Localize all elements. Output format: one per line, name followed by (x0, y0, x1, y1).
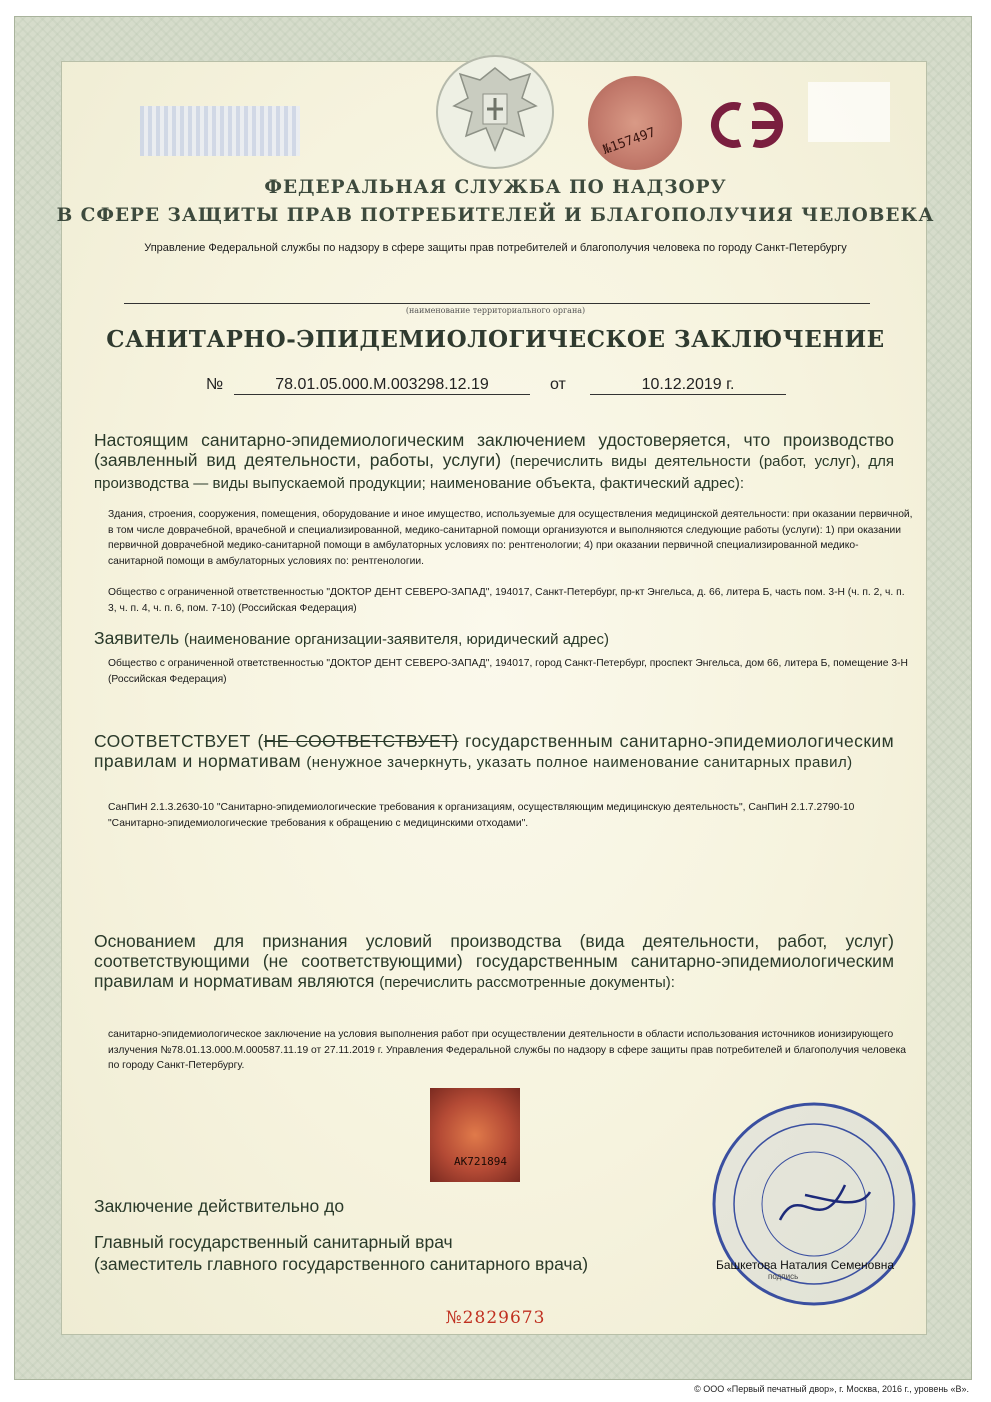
compliance-statement (94, 731, 894, 773)
applicant-heading (94, 628, 894, 650)
hologram-seal-bottom (430, 1088, 520, 1182)
chief-doctor-line2: (заместитель главного государственного санитарного врача) (94, 1254, 589, 1274)
compliance-rest: государственным санитарно-эпидемиологическим правилам и нормативам (94, 731, 894, 771)
ce-mark-icon (708, 100, 794, 150)
date-label: от (550, 376, 566, 393)
hologram-strip (140, 106, 300, 156)
certifies-lead-text: Настоящим санитарно-эпидемиологическим заключением удостоверяется, что производство (заявленный вид деятельности, работы, услуги) (94, 430, 894, 470)
applicant-value: Общество с ограниченной ответственностью "ДОКТОР ДЕНТ СЕВЕРО-ЗАПАД", 194017, город Санкт-Петербург, проспект Энгельса, дом 66, литера Б, помещение 3-Н (Российская Федерация) (108, 658, 908, 685)
hologram-number: №157497 (601, 125, 658, 158)
applicant-hint: (наименование организации-заявителя, юридический адрес) (184, 631, 609, 648)
rospotrebnadzor-emblem-icon (430, 50, 560, 170)
document-title: САНИТАРНО-ЭПИДЕМИОЛОГИЧЕСКОЕ ЗАКЛЮЧЕНИЕ (106, 326, 885, 353)
territorial-body: Управление Федеральной службы по надзору в сфере защиты прав потребителей и благополучия человека по городу Санкт-Петербургу (144, 242, 847, 254)
not-complies-struck: НЕ СООТВЕТСТВУЕТ) (263, 731, 459, 751)
agency-title-line1: ФЕДЕРАЛЬНАЯ СЛУЖБА ПО НАДЗОРУ (264, 177, 727, 198)
document-date: 10.12.2019 г. (590, 376, 786, 395)
certifies-lead (94, 430, 894, 494)
basis-heading (94, 931, 894, 993)
number-label: № (206, 376, 224, 393)
compliance-hint: (ненужное зачеркнуть, указать полное наименование санитарных правил) (306, 754, 853, 771)
signature-caption: подпись (768, 1272, 799, 1281)
certifies-body: Здания, строения, сооружения, помещения, оборудование и иное имущество, используемые для осуществления медицинской деятельности: при оказании первичной, в том числе доврачебной, врачебной и специализированной, медико-санитарной помощи организуются и выполняются следующие работы (услуги): 1) при оказании первичной доврачебной медико-санитарной помощи в амбулаторных условиях по: рентгенологии; 4) при оказании первичной специализированной медико-санитарной помощи в амбулаторных условиях по: рентгенологии. (108, 509, 913, 567)
object-address: Общество с ограниченной ответственностью "ДОКТОР ДЕНТ СЕВЕРО-ЗАПАД", 194017, Санкт-Петербург, пр-кт Энгельса, д. 66, литера Б, часть пом. 3-Н (ч. п. 2, ч. п. 3, ч. п. 4, ч. п. 6, пом. 7-10) (Российская Федерация) (108, 587, 905, 614)
complies-word: СООТВЕТСТВУЕТ (94, 731, 251, 751)
not-complies-open: ( (257, 731, 264, 751)
signer-name: Башкетова Наталия Семеновна (716, 1258, 895, 1272)
valid-until: Заключение действительно до (94, 1196, 345, 1216)
basis-value: санитарно-эпидемиологическое заключение на условия выполнения работ при осуществлении деятельности в области использования источников ионизирующего излучения №78.01.13.000.М.000587.11.19 от 27.11.2019 г. Управления Федеральной службы по надзору в сфере защиты прав потребителей и благополучия человека по городу Санкт-Петербургу. (108, 1029, 907, 1071)
applicant-label: Заявитель (94, 628, 180, 648)
certifies-hint: (перечислить виды деятельности (работ, услуг), для производства — виды выпускаемой продукции; наименование объекта, фактический адрес): (94, 453, 894, 492)
blank-patch (808, 82, 890, 142)
territorial-rule (124, 303, 870, 304)
basis-hint: (перечислить рассмотренные документы): (379, 974, 675, 991)
basis-lead: Основанием для признания условий производства (вида деятельности, работ, услуг) соответствующими (не соответствующими) государственным санитарно-эпидемиологическим правилам и нормативам являются (94, 931, 894, 991)
hologram-bottom-number: АК721894 (454, 1155, 507, 1168)
chief-doctor-line1: Главный государственный санитарный врач (94, 1232, 453, 1252)
agency-title-line2: В СФЕРЕ ЗАЩИТЫ ПРАВ ПОТРЕБИТЕЛЕЙ И БЛАГОПОЛУЧИЯ ЧЕЛОВЕКА (56, 205, 935, 226)
printer-imprint: © ООО «Первый печатный двор», г. Москва, 2016 г., уровень «В». (694, 1384, 969, 1394)
document-number: 78.01.05.000.М.003298.12.19 (234, 376, 530, 395)
territorial-caption: (наименование территориального органа) (405, 306, 586, 315)
serial-number: №2829673 (445, 1308, 546, 1328)
hologram-seal (588, 76, 682, 170)
sanitary-rules: СанПиН 2.1.3.2630-10 "Санитарно-эпидемиологические требования к организациям, осуществляющим медицинскую деятельность", СанПиН 2.1.7.2790-10 "Санитарно-эпидемиологические требования к обращению с медицинскими отходами". (108, 802, 855, 829)
